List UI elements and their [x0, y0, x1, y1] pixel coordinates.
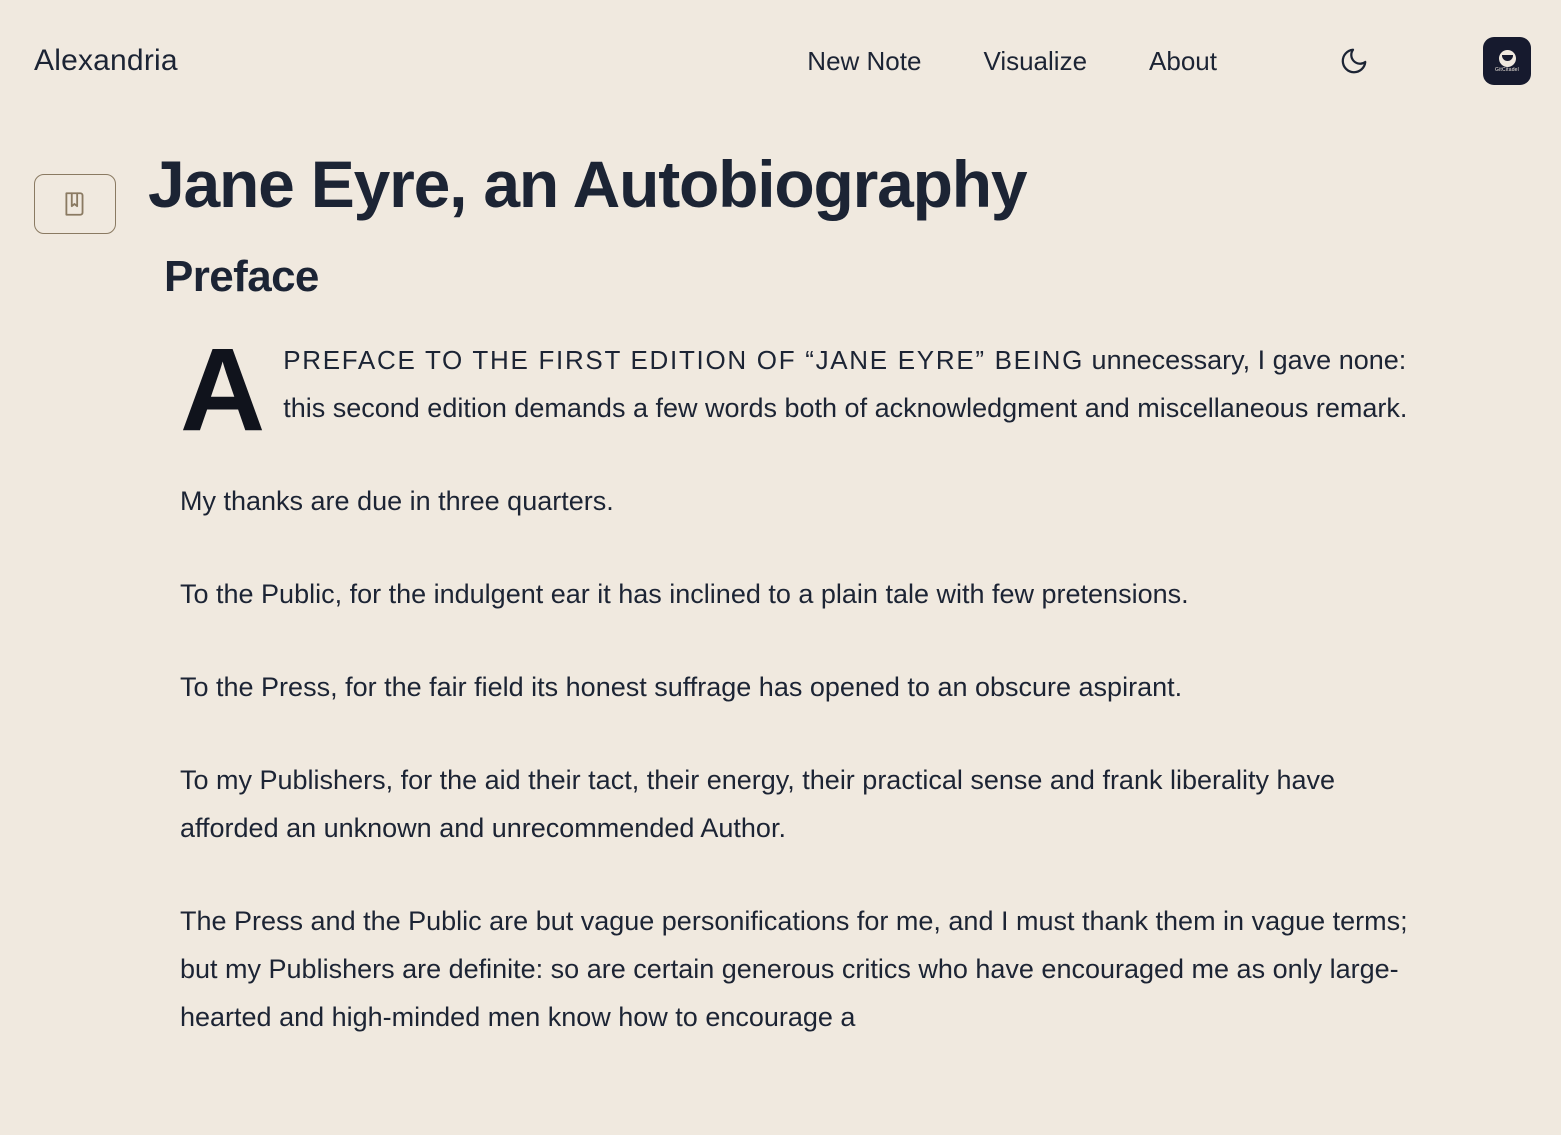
document-title-row [0, 122, 1561, 234]
brand-logo[interactable]: Alexandria [34, 44, 178, 77]
lead-paragraph [180, 324, 1410, 456]
top-header [0, 0, 1561, 122]
main-navigation [807, 37, 1531, 85]
lead-smallcaps: PREFACE TO THE FIRST EDITION OF “JANE EYRE” BEING [283, 345, 1085, 375]
book-icon[interactable] [34, 174, 116, 234]
nav-about[interactable]: About [1149, 45, 1217, 76]
paragraph: To my Publishers, for the aid their tact, their energy, their practical sense and frank liberality have afforded an unknown and unrecommended Author. [180, 765, 1336, 844]
document-body [0, 252, 1430, 1041]
nav-visualize[interactable]: Visualize [983, 45, 1088, 76]
avatar-glyph-icon [1499, 50, 1516, 67]
paragraph: My thanks are due in three quarters. [180, 486, 614, 517]
drop-cap: A [180, 324, 266, 456]
avatar-label: GitCitadel [1495, 66, 1519, 73]
lead-rest: unnecessary, I gave none: this second edition demands a few words both of acknowledgment and miscellaneous remark. [283, 345, 1408, 424]
nav-new-note[interactable]: New Note [807, 45, 922, 76]
moon-icon[interactable] [1337, 44, 1371, 78]
paragraph: To the Public, for the indulgent ear it has inclined to a plain tale with few pretensions. [180, 579, 1189, 610]
paragraph: The Press and the Public are but vague personifications for me, and I must thank them in vague terms; but my Publishers are definite: so are certain generous critics who have encouraged me as only large-hearted and high-minded men know how to encourage a [180, 906, 1408, 1033]
page-title: Jane Eyre, an Autobiography [148, 147, 1027, 221]
section-title: Preface [164, 252, 319, 301]
avatar[interactable] [1483, 37, 1531, 85]
paragraph: To the Press, for the fair field its honest suffrage has opened to an obscure aspirant. [180, 672, 1183, 703]
